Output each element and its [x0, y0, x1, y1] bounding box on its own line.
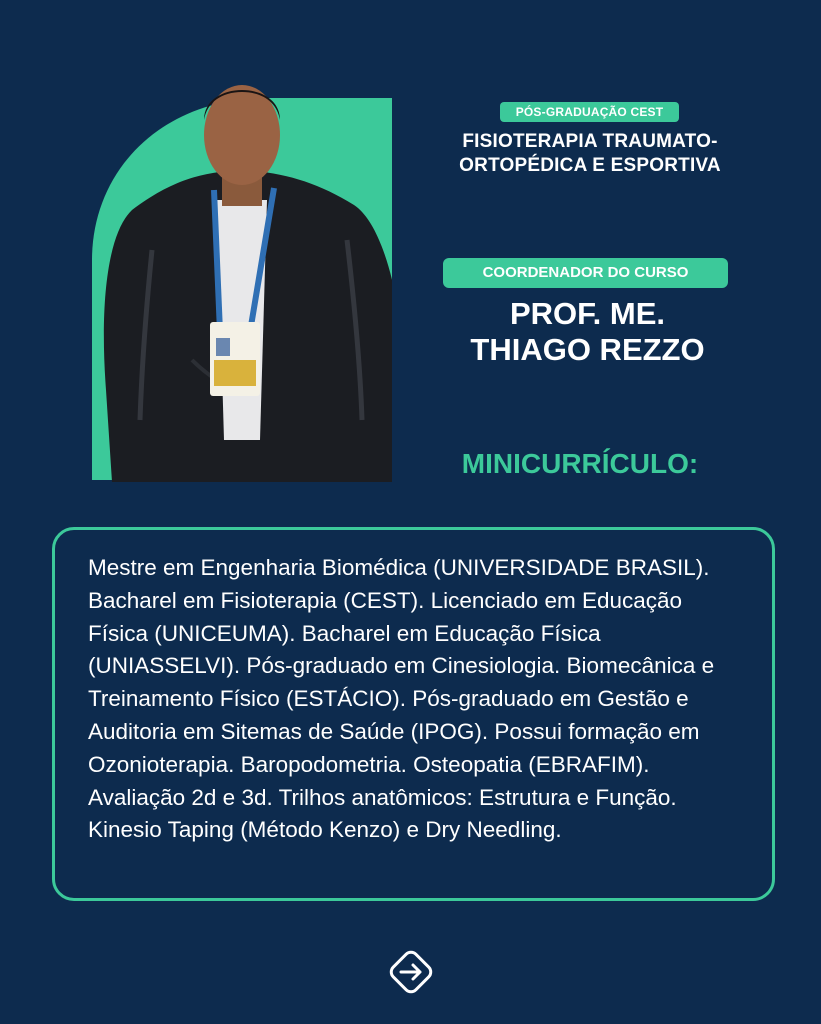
- course-title-line-1: FISIOTERAPIA TRAUMATO-: [462, 131, 718, 152]
- postgraduate-tag: PÓS-GRADUAÇÃO CEST: [500, 102, 679, 122]
- coordinator-name: [440, 296, 735, 368]
- coordinator-photo: [92, 60, 392, 482]
- course-title: [440, 130, 740, 178]
- mini-cv-heading: MINICURRÍCULO:: [461, 448, 699, 479]
- coordinator-tag: COORDENADOR DO CURSO: [443, 258, 728, 288]
- coordinator-name-line-1: PROF. ME.: [509, 296, 665, 331]
- mini-cv-text: Mestre em Engenharia Biomédica (UNIVERSIDADE BRASIL). Bacharel em Fisioterapia (CEST). Licenciado em Educação Física (UNICEUMA). Bacharel em Educação Física (UNIASSELVI). Pós-graduado em Cinesiologia. Biomecânica e Treinamento Físico (ESTÁCIO). Pós-graduado em Gestão e Auditoria em Sitemas de Saúde (IPOG). Possui formação em Ozonioterapia. Baropodometria. Osteopatia (EBRAFIM). Avaliação 2d e 3d. Trilhos anatômicos: Estrutura e Função. Kinesio Taping (Método Kenzo) e Dry Needling.: [88, 555, 715, 843]
- next-button[interactable]: [384, 945, 438, 999]
- course-title-line-2: ORTOPÉDICA E ESPORTIVA: [459, 155, 721, 176]
- coordinator-photo-area: [92, 60, 392, 482]
- arrow-right-icon: [384, 945, 438, 999]
- coordinator-name-line-2: THIAGO REZZO: [470, 332, 705, 367]
- mini-cv-box: [52, 527, 775, 901]
